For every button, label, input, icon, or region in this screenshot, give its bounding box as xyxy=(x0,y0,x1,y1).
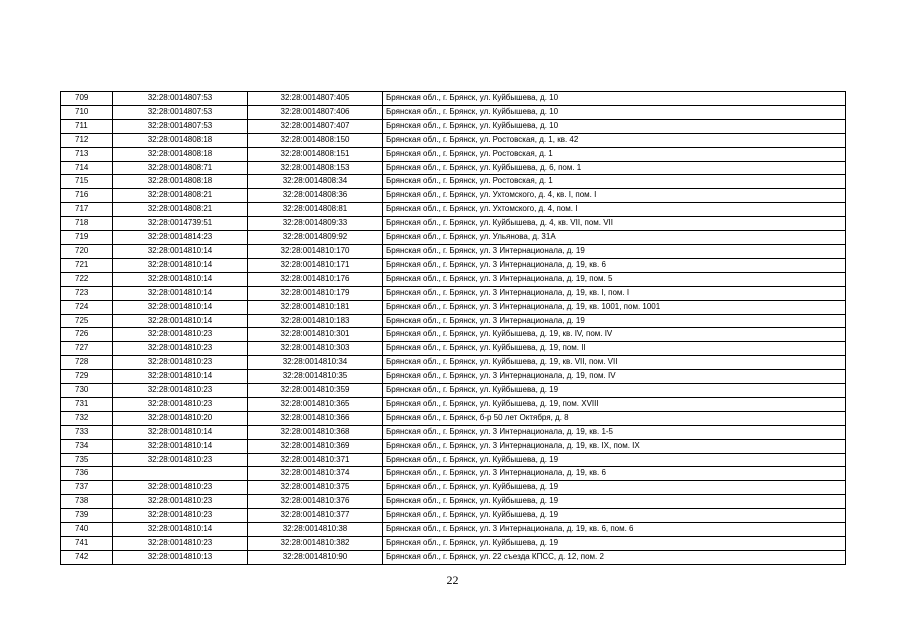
row-number-cell: 710 xyxy=(61,105,113,119)
row-number-cell: 742 xyxy=(61,550,113,564)
land-cadastral-number-cell: 32:28:0014807:53 xyxy=(113,92,248,106)
object-cadastral-number-cell: 32:28:0014810:181 xyxy=(248,300,383,314)
row-number-cell: 728 xyxy=(61,356,113,370)
object-cadastral-number-cell: 32:28:0014810:35 xyxy=(248,370,383,384)
table-row xyxy=(61,286,846,300)
object-cadastral-number-cell: 32:28:0014810:375 xyxy=(248,481,383,495)
table-row xyxy=(61,92,846,106)
land-cadastral-number-cell: 32:28:0014810:14 xyxy=(113,300,248,314)
land-cadastral-number-cell: 32:28:0014810:23 xyxy=(113,453,248,467)
row-number-cell: 740 xyxy=(61,523,113,537)
table-row xyxy=(61,147,846,161)
land-cadastral-number-cell: 32:28:0014810:23 xyxy=(113,481,248,495)
row-number-cell: 721 xyxy=(61,258,113,272)
object-cadastral-number-cell: 32:28:0014810:365 xyxy=(248,397,383,411)
address-cell: Брянская обл., г. Брянск, ул. 3 Интернационала, д. 19, кв. 6 xyxy=(383,258,846,272)
address-cell: Брянская обл., г. Брянск, ул. 3 Интернационала, д. 19, кв. 6, пом. 6 xyxy=(383,523,846,537)
table-row xyxy=(61,175,846,189)
row-number-cell: 711 xyxy=(61,119,113,133)
table-row xyxy=(61,495,846,509)
object-cadastral-number-cell: 32:28:0014810:303 xyxy=(248,342,383,356)
object-cadastral-number-cell: 32:28:0014808:150 xyxy=(248,133,383,147)
object-cadastral-number-cell: 32:28:0014810:301 xyxy=(248,328,383,342)
object-cadastral-number-cell: 32:28:0014808:34 xyxy=(248,175,383,189)
address-cell: Брянская обл., г. Брянск, ул. Куйбышева, д. 19 xyxy=(383,453,846,467)
object-cadastral-number-cell: 32:28:0014810:90 xyxy=(248,550,383,564)
address-cell: Брянская обл., г. Брянск, ул. Куйбышева, д. 10 xyxy=(383,105,846,119)
land-cadastral-number-cell: 32:28:0014808:18 xyxy=(113,175,248,189)
row-number-cell: 722 xyxy=(61,272,113,286)
address-cell: Брянская обл., г. Брянск, ул. Куйбышева, д. 19 xyxy=(383,384,846,398)
land-cadastral-number-cell: 32:28:0014808:21 xyxy=(113,203,248,217)
row-number-cell: 717 xyxy=(61,203,113,217)
row-number-cell: 723 xyxy=(61,286,113,300)
row-number-cell: 733 xyxy=(61,425,113,439)
object-cadastral-number-cell: 32:28:0014810:368 xyxy=(248,425,383,439)
table-row xyxy=(61,384,846,398)
address-cell: Брянская обл., г. Брянск, б-р 50 лет Октября, д. 8 xyxy=(383,411,846,425)
land-cadastral-number-cell: 32:28:0014810:14 xyxy=(113,244,248,258)
table-row xyxy=(61,550,846,564)
address-cell: Брянская обл., г. Брянск, ул. Куйбышева, д. 10 xyxy=(383,119,846,133)
object-cadastral-number-cell: 32:28:0014807:406 xyxy=(248,105,383,119)
row-number-cell: 725 xyxy=(61,314,113,328)
address-cell: Брянская обл., г. Брянск, ул. Куйбышева, д. 10 xyxy=(383,92,846,106)
object-cadastral-number-cell: 32:28:0014810:34 xyxy=(248,356,383,370)
land-cadastral-number-cell: 32:28:0014810:23 xyxy=(113,342,248,356)
cadastral-table xyxy=(60,91,846,565)
table-row xyxy=(61,356,846,370)
object-cadastral-number-cell: 32:28:0014810:183 xyxy=(248,314,383,328)
row-number-cell: 732 xyxy=(61,411,113,425)
row-number-cell: 713 xyxy=(61,147,113,161)
row-number-cell: 737 xyxy=(61,481,113,495)
address-cell: Брянская обл., г. Брянск, ул. Ростовская, д. 1 xyxy=(383,175,846,189)
land-cadastral-number-cell: 32:28:0014810:14 xyxy=(113,439,248,453)
land-cadastral-number-cell: 32:28:0014810:20 xyxy=(113,411,248,425)
land-cadastral-number-cell: 32:28:0014807:53 xyxy=(113,119,248,133)
address-cell: Брянская обл., г. Брянск, ул. Куйбышева, д. 19 xyxy=(383,537,846,551)
object-cadastral-number-cell: 32:28:0014810:366 xyxy=(248,411,383,425)
row-number-cell: 714 xyxy=(61,161,113,175)
address-cell: Брянская обл., г. Брянск, ул. Ростовская, д. 1 xyxy=(383,147,846,161)
land-cadastral-number-cell: 32:28:0014808:21 xyxy=(113,189,248,203)
land-cadastral-number-cell: 32:28:0014739:51 xyxy=(113,217,248,231)
object-cadastral-number-cell: 32:28:0014808:36 xyxy=(248,189,383,203)
page-number: 22 xyxy=(446,573,459,587)
table-row xyxy=(61,467,846,481)
address-cell: Брянская обл., г. Брянск, ул. Куйбышева, д. 19 xyxy=(383,481,846,495)
address-cell: Брянская обл., г. Брянск, ул. 3 Интернационала, д. 19, кв. 6 xyxy=(383,467,846,481)
address-cell: Брянская обл., г. Брянск, ул. Куйбышева, д. 19, пом. XVIII xyxy=(383,397,846,411)
row-number-cell: 741 xyxy=(61,537,113,551)
land-cadastral-number-cell: 32:28:0014810:14 xyxy=(113,425,248,439)
address-cell: Брянская обл., г. Брянск, ул. Куйбышева, д. 4, кв. VII, пом. VII xyxy=(383,217,846,231)
table-row xyxy=(61,119,846,133)
land-cadastral-number-cell: 32:28:0014810:23 xyxy=(113,356,248,370)
row-number-cell: 734 xyxy=(61,439,113,453)
table-row xyxy=(61,328,846,342)
row-number-cell: 736 xyxy=(61,467,113,481)
table-row xyxy=(61,370,846,384)
table-row xyxy=(61,189,846,203)
table-row xyxy=(61,523,846,537)
table-row xyxy=(61,453,846,467)
address-cell: Брянская обл., г. Брянск, ул. Ухтомского, д. 4, кв. I, пом. I xyxy=(383,189,846,203)
land-cadastral-number-cell: 32:28:0014810:23 xyxy=(113,537,248,551)
address-cell: Брянская обл., г. Брянск, ул. 3 Интернационала, д. 19 xyxy=(383,314,846,328)
object-cadastral-number-cell: 32:28:0014810:176 xyxy=(248,272,383,286)
land-cadastral-number-cell: 32:28:0014810:14 xyxy=(113,272,248,286)
land-cadastral-number-cell: 32:28:0014808:18 xyxy=(113,133,248,147)
object-cadastral-number-cell: 32:28:0014808:153 xyxy=(248,161,383,175)
table-row xyxy=(61,203,846,217)
land-cadastral-number-cell: 32:28:0014810:14 xyxy=(113,286,248,300)
land-cadastral-number-cell: 32:28:0014810:13 xyxy=(113,550,248,564)
address-cell: Брянская обл., г. Брянск, ул. Куйбышева, д. 6, пом. 1 xyxy=(383,161,846,175)
object-cadastral-number-cell: 32:28:0014810:171 xyxy=(248,258,383,272)
row-number-cell: 718 xyxy=(61,217,113,231)
land-cadastral-number-cell: 32:28:0014810:14 xyxy=(113,314,248,328)
land-cadastral-number-cell: 32:28:0014808:71 xyxy=(113,161,248,175)
object-cadastral-number-cell: 32:28:0014810:382 xyxy=(248,537,383,551)
table-row xyxy=(61,161,846,175)
table-row xyxy=(61,342,846,356)
object-cadastral-number-cell: 32:28:0014809:33 xyxy=(248,217,383,231)
row-number-cell: 712 xyxy=(61,133,113,147)
address-cell: Брянская обл., г. Брянск, ул. Ухтомского, д. 4, пом. I xyxy=(383,203,846,217)
row-number-cell: 719 xyxy=(61,231,113,245)
cadastral-table-body xyxy=(61,92,846,565)
object-cadastral-number-cell: 32:28:0014810:377 xyxy=(248,509,383,523)
row-number-cell: 739 xyxy=(61,509,113,523)
object-cadastral-number-cell: 32:28:0014807:407 xyxy=(248,119,383,133)
table-row xyxy=(61,425,846,439)
row-number-cell: 731 xyxy=(61,397,113,411)
land-cadastral-number-cell: 32:28:0014810:14 xyxy=(113,258,248,272)
land-cadastral-number-cell: 32:28:0014808:18 xyxy=(113,147,248,161)
object-cadastral-number-cell: 32:28:0014810:371 xyxy=(248,453,383,467)
table-row xyxy=(61,314,846,328)
table-row xyxy=(61,272,846,286)
row-number-cell: 727 xyxy=(61,342,113,356)
address-cell: Брянская обл., г. Брянск, ул. 22 съезда КПСС, д. 12, пом. 2 xyxy=(383,550,846,564)
land-cadastral-number-cell: 32:28:0014810:23 xyxy=(113,384,248,398)
object-cadastral-number-cell: 32:28:0014808:151 xyxy=(248,147,383,161)
object-cadastral-number-cell: 32:28:0014810:376 xyxy=(248,495,383,509)
table-row xyxy=(61,481,846,495)
land-cadastral-number-cell xyxy=(113,467,248,481)
row-number-cell: 738 xyxy=(61,495,113,509)
object-cadastral-number-cell: 32:28:0014810:170 xyxy=(248,244,383,258)
row-number-cell: 709 xyxy=(61,92,113,106)
object-cadastral-number-cell: 32:28:0014807:405 xyxy=(248,92,383,106)
object-cadastral-number-cell: 32:28:0014810:369 xyxy=(248,439,383,453)
table-row xyxy=(61,244,846,258)
address-cell: Брянская обл., г. Брянск, ул. 3 Интернационала, д. 19, кв. I, пом. I xyxy=(383,286,846,300)
table-row xyxy=(61,439,846,453)
land-cadastral-number-cell: 32:28:0014810:23 xyxy=(113,495,248,509)
land-cadastral-number-cell: 32:28:0014810:23 xyxy=(113,328,248,342)
row-number-cell: 724 xyxy=(61,300,113,314)
row-number-cell: 730 xyxy=(61,384,113,398)
land-cadastral-number-cell: 32:28:0014810:14 xyxy=(113,523,248,537)
object-cadastral-number-cell: 32:28:0014810:374 xyxy=(248,467,383,481)
row-number-cell: 735 xyxy=(61,453,113,467)
address-cell: Брянская обл., г. Брянск, ул. 3 Интернационала, д. 19 xyxy=(383,244,846,258)
address-cell: Брянская обл., г. Брянск, ул. Куйбышева, д. 19, пом. II xyxy=(383,342,846,356)
land-cadastral-number-cell: 32:28:0014814:23 xyxy=(113,231,248,245)
address-cell: Брянская обл., г. Брянск, ул. 3 Интернационала, д. 19, кв. IX, пом. IX xyxy=(383,439,846,453)
row-number-cell: 726 xyxy=(61,328,113,342)
land-cadastral-number-cell: 32:28:0014810:23 xyxy=(113,509,248,523)
land-cadastral-number-cell: 32:28:0014810:14 xyxy=(113,370,248,384)
table-row xyxy=(61,231,846,245)
table-row xyxy=(61,300,846,314)
object-cadastral-number-cell: 32:28:0014810:359 xyxy=(248,384,383,398)
address-cell: Брянская обл., г. Брянск, ул. Куйбышева, д. 19 xyxy=(383,509,846,523)
object-cadastral-number-cell: 32:28:0014809:92 xyxy=(248,231,383,245)
object-cadastral-number-cell: 32:28:0014808:81 xyxy=(248,203,383,217)
table-row xyxy=(61,537,846,551)
table-row xyxy=(61,258,846,272)
table-row xyxy=(61,397,846,411)
address-cell: Брянская обл., г. Брянск, ул. Ульянова, д. 31А xyxy=(383,231,846,245)
row-number-cell: 716 xyxy=(61,189,113,203)
address-cell: Брянская обл., г. Брянск, ул. 3 Интернационала, д. 19, кв. 1-5 xyxy=(383,425,846,439)
row-number-cell: 729 xyxy=(61,370,113,384)
address-cell: Брянская обл., г. Брянск, ул. 3 Интернационала, д. 19, кв. 1001, пом. 1001 xyxy=(383,300,846,314)
table-row xyxy=(61,133,846,147)
address-cell: Брянская обл., г. Брянск, ул. Куйбышева, д. 19, кв. IV, пом. IV xyxy=(383,328,846,342)
object-cadastral-number-cell: 32:28:0014810:179 xyxy=(248,286,383,300)
table-row xyxy=(61,411,846,425)
row-number-cell: 720 xyxy=(61,244,113,258)
address-cell: Брянская обл., г. Брянск, ул. 3 Интернационала, д. 19, пом. 5 xyxy=(383,272,846,286)
land-cadastral-number-cell: 32:28:0014807:53 xyxy=(113,105,248,119)
table-row xyxy=(61,105,846,119)
address-cell: Брянская обл., г. Брянск, ул. Ростовская, д. 1, кв. 42 xyxy=(383,133,846,147)
address-cell: Брянская обл., г. Брянск, ул. Куйбышева, д. 19, кв. VII, пом. VII xyxy=(383,356,846,370)
address-cell: Брянская обл., г. Брянск, ул. Куйбышева, д. 19 xyxy=(383,495,846,509)
row-number-cell: 715 xyxy=(61,175,113,189)
table-row xyxy=(61,217,846,231)
land-cadastral-number-cell: 32:28:0014810:23 xyxy=(113,397,248,411)
object-cadastral-number-cell: 32:28:0014810:38 xyxy=(248,523,383,537)
address-cell: Брянская обл., г. Брянск, ул. 3 Интернационала, д. 19, пом. IV xyxy=(383,370,846,384)
table-row xyxy=(61,509,846,523)
